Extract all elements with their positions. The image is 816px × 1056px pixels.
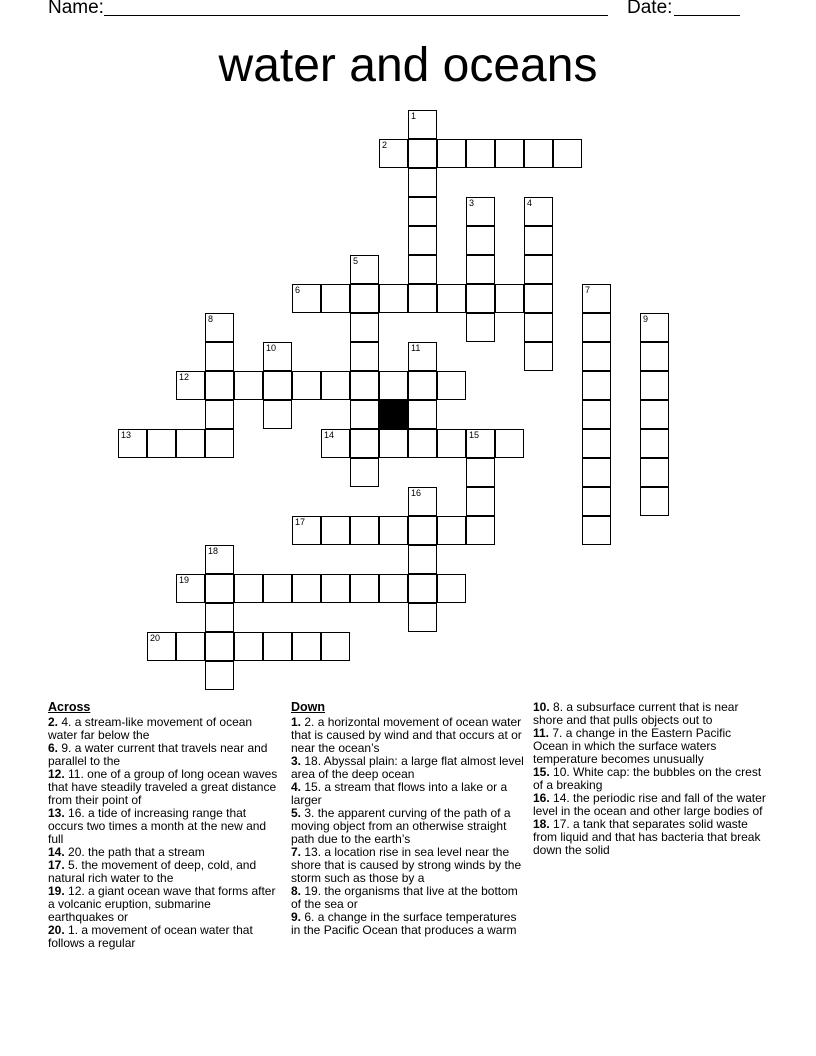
crossword-cell[interactable]	[292, 574, 321, 603]
clue-text: 9. a water current that travels near and parallel to the	[48, 741, 268, 768]
crossword-cell[interactable]	[205, 313, 234, 342]
clue-number: 6.	[48, 741, 59, 755]
crossword-cell[interactable]	[408, 574, 437, 603]
crossword-cell[interactable]	[495, 139, 524, 168]
cell-number: 8	[208, 314, 214, 324]
clue-number: 15.	[533, 765, 550, 779]
clue-item	[291, 911, 527, 937]
clue-number: 5.	[291, 806, 302, 820]
cell-number: 19	[179, 575, 190, 585]
cell-number: 16	[411, 488, 422, 498]
crossword-cell[interactable]	[350, 574, 379, 603]
crossword-cell[interactable]	[640, 487, 669, 516]
crossword-cell[interactable]	[205, 545, 234, 574]
clue-item	[48, 742, 278, 768]
down-heading: Down	[291, 700, 326, 714]
clue-text: 1. a movement of ocean water that follows a regular	[48, 923, 253, 950]
crossword-cell[interactable]	[350, 400, 379, 429]
crossword-cell[interactable]	[350, 284, 379, 313]
crossword-cell[interactable]	[205, 603, 234, 632]
crossword-cell[interactable]	[524, 342, 553, 371]
crossword-cell[interactable]	[437, 139, 466, 168]
crossword-cell[interactable]	[263, 632, 292, 661]
crossword-cell[interactable]	[582, 284, 611, 313]
crossword-cell[interactable]	[582, 400, 611, 429]
crossword-cell[interactable]	[350, 516, 379, 545]
crossword-cell[interactable]	[640, 371, 669, 400]
cell-number: 11	[411, 343, 421, 353]
clue-item	[48, 716, 278, 742]
clue-item	[48, 768, 278, 807]
cell-number: 9	[643, 314, 649, 324]
crossword-cell[interactable]	[640, 400, 669, 429]
clue-item	[291, 885, 527, 911]
clue-number: 14.	[48, 845, 65, 859]
crossword-cell[interactable]	[437, 429, 466, 458]
crossword-cell[interactable]	[408, 545, 437, 574]
crossword-cell[interactable]	[292, 632, 321, 661]
clue-text: 2. a horizontal movement of ocean water that is caused by wind and that occurs at or near the ocean’s	[291, 715, 522, 755]
crossword-cell[interactable]	[321, 284, 350, 313]
down-clues	[291, 701, 527, 937]
crossword-cell[interactable]	[321, 371, 350, 400]
clue-text: 8. a subsurface current that is near shore and that pulls objects out to	[533, 700, 739, 727]
cell-number: 14	[324, 430, 335, 440]
crossword-cell[interactable]	[466, 226, 495, 255]
clue-text: 13. a location rise in sea level near the shore that is caused by strong winds by the storm such as those by a	[291, 845, 522, 885]
date-label: Date:	[627, 0, 673, 18]
clue-item	[291, 781, 527, 807]
crossword-cell[interactable]	[263, 574, 292, 603]
crossword-cell[interactable]	[292, 284, 321, 313]
cell-number: 5	[353, 256, 359, 266]
clue-item	[48, 859, 278, 885]
clue-item	[533, 701, 769, 727]
crossword-cell[interactable]	[176, 429, 205, 458]
crossword-cell[interactable]	[582, 313, 611, 342]
crossword-cell[interactable]	[205, 661, 234, 690]
crossword-cell[interactable]	[176, 574, 205, 603]
crossword-cell[interactable]	[408, 516, 437, 545]
crossword-cell[interactable]	[263, 400, 292, 429]
clue-item	[291, 807, 527, 846]
crossword-cell[interactable]	[205, 342, 234, 371]
puzzle-title: water and oceans	[218, 39, 598, 92]
clue-item	[291, 755, 527, 781]
crossword-cell[interactable]	[292, 371, 321, 400]
clue-number: 10.	[533, 700, 550, 714]
crossword-cell[interactable]	[582, 487, 611, 516]
crossword-cell[interactable]	[582, 516, 611, 545]
clue-number: 9.	[291, 910, 302, 924]
crossword-cell[interactable]	[466, 429, 495, 458]
clue-number: 1.	[291, 715, 302, 729]
crossword-cell[interactable]	[582, 371, 611, 400]
crossword-cell[interactable]	[437, 284, 466, 313]
crossword-cell[interactable]	[582, 458, 611, 487]
crossword-cell[interactable]	[379, 284, 408, 313]
clue-item	[533, 727, 769, 766]
clue-number: 2.	[48, 715, 59, 729]
crossword-cell[interactable]	[524, 139, 553, 168]
black-cell	[379, 400, 408, 429]
crossword-cell[interactable]	[582, 429, 611, 458]
crossword-cell[interactable]	[640, 429, 669, 458]
cell-number: 18	[208, 546, 219, 556]
crossword-cell[interactable]	[495, 284, 524, 313]
crossword-cell[interactable]	[263, 342, 292, 371]
clue-text: 18. Abyssal plain: a large flat almost level area of the deep ocean	[291, 754, 524, 781]
crossword-cell[interactable]	[205, 400, 234, 429]
crossword-cell[interactable]	[321, 429, 350, 458]
crossword-cell[interactable]	[466, 487, 495, 516]
cell-number: 3	[469, 198, 475, 208]
crossword-cell[interactable]	[379, 516, 408, 545]
crossword-cell[interactable]	[524, 197, 553, 226]
crossword-cell[interactable]	[408, 342, 437, 371]
crossword-cell[interactable]	[408, 429, 437, 458]
crossword-cell[interactable]	[495, 429, 524, 458]
crossword-cell[interactable]	[466, 284, 495, 313]
crossword-cell[interactable]	[524, 284, 553, 313]
clue-number: 18.	[533, 817, 550, 831]
down-clues-continued	[533, 701, 769, 857]
cell-number: 6	[295, 285, 301, 295]
crossword-cell[interactable]	[408, 226, 437, 255]
clue-text: 14. the periodic rise and fall of the water level in the ocean and other large bodies of	[533, 791, 766, 818]
crossword-cell[interactable]	[408, 139, 437, 168]
clue-text: 7. a change in the Eastern Pacific Ocean in which the surface waters temperature becomes unusually	[533, 726, 732, 766]
crossword-cell[interactable]	[437, 516, 466, 545]
clue-number: 17.	[48, 858, 65, 872]
crossword-cell[interactable]	[466, 516, 495, 545]
crossword-cell[interactable]	[408, 255, 437, 284]
crossword-cell[interactable]	[205, 574, 234, 603]
crossword-cell[interactable]	[118, 429, 147, 458]
cell-number: 1	[411, 111, 417, 121]
cell-number: 12	[179, 372, 190, 382]
crossword-cell[interactable]	[466, 458, 495, 487]
crossword-cell[interactable]	[234, 371, 263, 400]
crossword-cell[interactable]	[176, 632, 205, 661]
crossword-cell[interactable]	[466, 255, 495, 284]
crossword-cell[interactable]	[466, 139, 495, 168]
clue-number: 3.	[291, 754, 302, 768]
crossword-cell[interactable]	[408, 487, 437, 516]
crossword-cell[interactable]	[408, 603, 437, 632]
crossword-cell[interactable]	[234, 632, 263, 661]
crossword-cell[interactable]	[408, 284, 437, 313]
clue-item	[48, 807, 278, 846]
clue-number: 19.	[48, 884, 65, 898]
clue-number: 4.	[291, 780, 302, 794]
crossword-cell[interactable]	[379, 371, 408, 400]
clue-number: 7.	[291, 845, 302, 859]
clue-number: 16.	[533, 791, 550, 805]
clue-item	[48, 924, 278, 950]
clue-text: 4. a stream-like movement of ocean water far below the	[48, 715, 253, 742]
cell-number: 13	[121, 430, 132, 440]
clue-text: 16. a tide of increasing range that occurs two times a month at the new and full	[48, 806, 267, 846]
crossword-cell[interactable]	[408, 197, 437, 226]
clue-number: 8.	[291, 884, 302, 898]
clue-item	[291, 846, 527, 885]
crossword-cell[interactable]	[176, 371, 205, 400]
crossword-cell[interactable]	[408, 110, 437, 139]
clue-item	[48, 885, 278, 924]
crossword-cell[interactable]	[524, 226, 553, 255]
crossword-cell[interactable]	[582, 342, 611, 371]
clue-number: 11.	[533, 726, 550, 740]
clue-text: 12. a giant ocean wave that forms after a volcanic eruption, submarine earthquakes or	[48, 884, 276, 924]
crossword-cell[interactable]	[466, 313, 495, 342]
crossword-cell[interactable]	[205, 632, 234, 661]
crossword-cell[interactable]	[350, 429, 379, 458]
crossword-cell[interactable]	[234, 574, 263, 603]
clue-text: 10. White cap: the bubbles on the crest of a breaking	[533, 765, 762, 792]
cell-number: 20	[150, 633, 161, 643]
clue-text: 20. the path that a stream	[64, 845, 205, 859]
clue-text: 6. a change in the surface temperatures in the Pacific Ocean that produces a warm	[291, 910, 517, 937]
crossword-cell[interactable]	[147, 429, 176, 458]
crossword-cell[interactable]	[350, 458, 379, 487]
clue-number: 20.	[48, 923, 65, 937]
crossword-cell[interactable]	[408, 168, 437, 197]
clue-number: 13.	[48, 806, 65, 820]
crossword-cell[interactable]	[379, 139, 408, 168]
clue-item	[533, 818, 769, 857]
crossword-cell[interactable]	[408, 400, 437, 429]
cell-number: 2	[382, 140, 388, 150]
crossword-cell[interactable]	[147, 632, 176, 661]
across-heading: Across	[48, 700, 91, 714]
across-clues	[48, 701, 278, 950]
clue-number: 12.	[48, 767, 65, 781]
cell-number: 7	[585, 285, 591, 295]
crossword-cell[interactable]	[350, 371, 379, 400]
crossword-cell[interactable]	[437, 371, 466, 400]
crossword-cell[interactable]	[263, 371, 292, 400]
crossword-cell[interactable]	[437, 574, 466, 603]
crossword-cell[interactable]	[321, 516, 350, 545]
name-label: Name:	[48, 0, 104, 18]
crossword-cell[interactable]	[379, 429, 408, 458]
clue-text: 19. the organisms that live at the bottom of the sea or	[291, 884, 518, 911]
crossword-cell[interactable]	[350, 255, 379, 284]
clue-text: 11. one of a group of long ocean waves that have steadily traveled a great distance from their point of	[48, 767, 278, 807]
crossword-cell[interactable]	[321, 574, 350, 603]
crossword-cell[interactable]	[408, 371, 437, 400]
clue-text: 17. a tank that separates solid waste from liquid and that has bacteria that break down the solid	[533, 817, 761, 857]
clue-text: 15. a stream that flows into a lake or a larger	[291, 780, 508, 807]
clue-item	[533, 766, 769, 792]
crossword-cell[interactable]	[350, 342, 379, 371]
crossword-cell[interactable]	[350, 313, 379, 342]
crossword-cell[interactable]	[379, 574, 408, 603]
clue-text: 5. the movement of deep, cold, and natural rich water to the	[48, 858, 257, 885]
clue-item	[291, 716, 527, 755]
crossword-cell[interactable]	[640, 313, 669, 342]
crossword-cell[interactable]	[524, 313, 553, 342]
crossword-cell[interactable]	[292, 516, 321, 545]
crossword-cell[interactable]	[553, 139, 582, 168]
cell-number: 10	[266, 343, 277, 353]
cell-number: 15	[469, 430, 480, 440]
cell-number: 4	[527, 198, 533, 208]
crossword-cell[interactable]	[466, 197, 495, 226]
crossword-cell[interactable]	[205, 429, 234, 458]
crossword-cell[interactable]	[205, 371, 234, 400]
cell-number: 17	[295, 517, 306, 527]
clue-text: 3. the apparent curving of the path of a moving object from an otherwise straight path due to the earth’s	[291, 806, 511, 846]
crossword-cell[interactable]	[321, 632, 350, 661]
crossword-cell[interactable]	[640, 342, 669, 371]
crossword-cell[interactable]	[524, 255, 553, 284]
clue-item	[533, 792, 769, 818]
crossword-cell[interactable]	[640, 458, 669, 487]
